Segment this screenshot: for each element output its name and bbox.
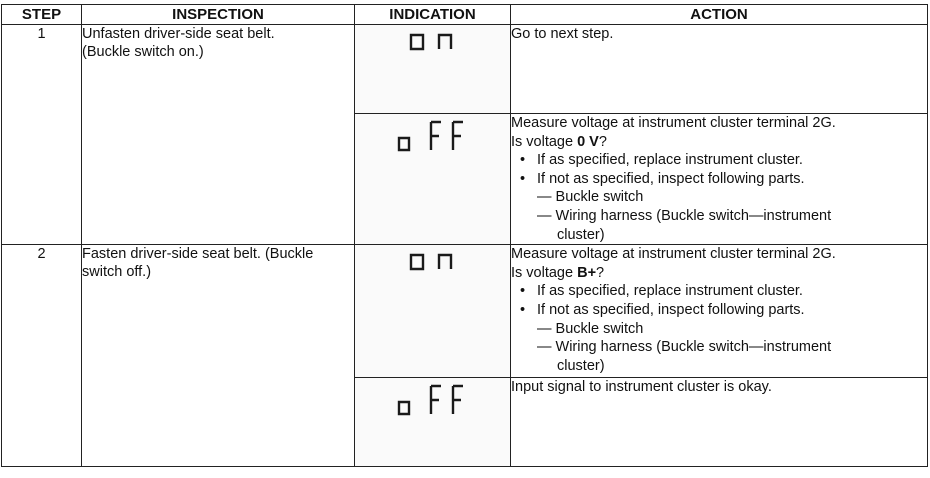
inspection-line: Unfasten driver-side seat belt. — [82, 26, 275, 42]
inspection-line: Fasten driver-side seat belt. (Buckle — [82, 246, 314, 263]
action-bullet: • If as specified, replace instrument cluster. — [511, 151, 927, 170]
action-bullet: • If not as specified, inspect following parts. — [511, 170, 927, 189]
indication-cell — [355, 245, 511, 378]
part-item: — Wiring harness (Buckle switch—instrument — [537, 207, 832, 224]
action-measure: Measure voltage at instrument cluster terminal 2G. — [511, 115, 836, 131]
action-question — [511, 264, 927, 283]
action-measure: Measure voltage at instrument cluster terminal 2G. — [511, 246, 836, 263]
part-item: — Buckle switch — [537, 320, 644, 337]
inspection-cell — [82, 25, 355, 245]
question-text: Is voltage — [511, 133, 578, 150]
question-value: 0 V — [577, 133, 599, 150]
table-row — [2, 245, 928, 378]
action-cell — [511, 245, 928, 378]
inspection-cell — [82, 245, 355, 467]
indication-cell — [355, 25, 511, 114]
header-row — [2, 5, 928, 25]
indication-cell — [355, 378, 511, 467]
part-item: — Wiring harness (Buckle switch—instrument — [537, 339, 832, 356]
indication-cell — [355, 114, 511, 245]
diagnostic-table — [1, 4, 928, 467]
part-item-cont: cluster) — [557, 226, 605, 243]
display-on-icon — [403, 25, 463, 55]
action-text: Input signal to instrument cluster is okay. — [511, 379, 772, 396]
part-item: — Buckle switch — [537, 189, 644, 206]
header-indication: INDICATION — [355, 5, 511, 25]
part-item-cont: cluster) — [557, 357, 605, 374]
action-text: Go to next step. — [511, 26, 614, 42]
action-question — [511, 133, 927, 152]
action-cell — [511, 114, 928, 245]
action-cell — [511, 378, 928, 467]
question-mark: ? — [598, 133, 607, 150]
header-inspection: INSPECTION — [82, 5, 355, 25]
display-off-icon — [393, 378, 473, 420]
display-on-icon — [403, 245, 463, 275]
header-step: STEP — [2, 5, 82, 25]
step-number: 1 — [2, 25, 82, 245]
display-off-icon — [393, 114, 473, 156]
question-mark: ? — [596, 264, 605, 281]
inspection-line: (Buckle switch on.) — [82, 44, 204, 60]
question-text: Is voltage — [511, 264, 578, 281]
header-action: ACTION — [511, 5, 928, 25]
table-row — [2, 25, 928, 114]
action-cell — [511, 25, 928, 114]
question-value: B+ — [577, 264, 597, 281]
inspection-line: switch off.) — [82, 264, 152, 281]
action-bullet: • If as specified, replace instrument cluster. — [511, 282, 927, 301]
step-number: 2 — [2, 245, 82, 467]
action-bullet: • If not as specified, inspect following parts. — [511, 301, 927, 320]
